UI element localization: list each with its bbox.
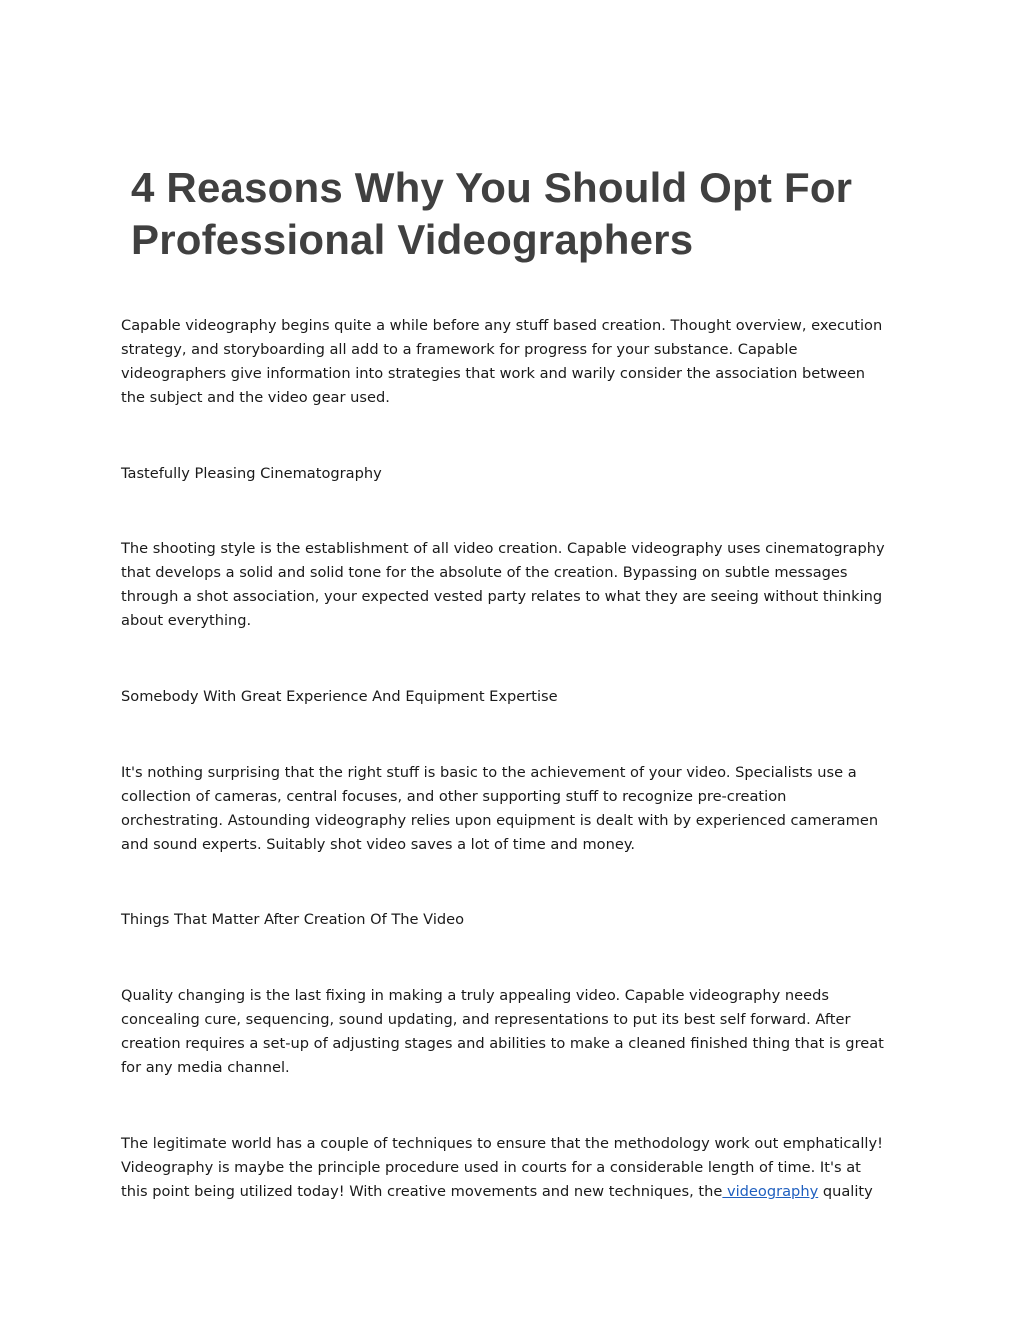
cinematography-paragraph <box>121 537 911 633</box>
paragraph-line: through a shot association, your expected vested party relates to what they are seeing without thinking <box>121 588 883 605</box>
section-heading-cinematography <box>121 462 911 486</box>
paragraph-line-with-link <box>121 1180 911 1204</box>
paragraph-line: that develops a solid and solid tone for the absolute of the creation. Bypassing on subtle messages <box>121 564 848 581</box>
paragraph-line: Quality changing is the last fixing in making a truly appealing video. Capable videography needs <box>121 987 829 1004</box>
paragraph-line: Videography is maybe the principle procedure used in courts for a considerable length of time. It's at <box>121 1159 861 1176</box>
section-heading-experience <box>121 685 911 709</box>
paragraph-line: Capable videography begins quite a while before any stuff based creation. Thought overview, execution <box>121 317 883 334</box>
paragraph-line: concealing cure, sequencing, sound updating, and representations to put its best self forward. After <box>121 1011 851 1028</box>
videography-link[interactable]: videography <box>722 1183 819 1200</box>
title-line: Professional Videographers <box>131 216 694 263</box>
text-after-link: quality <box>818 1183 873 1200</box>
heading-text: Tastefully Pleasing Cinematography <box>121 465 382 482</box>
paragraph-line: collection of cameras, central focuses, and other supporting stuff to recognize pre-creation <box>121 788 787 805</box>
section-heading-post-production <box>121 908 911 932</box>
text-before-link: this point being utilized today! With creative movements and new techniques, the <box>121 1183 723 1200</box>
paragraph-line: The shooting style is the establishment of all video creation. Capable videography uses cinematography <box>121 540 885 557</box>
paragraph-line: strategy, and storyboarding all add to a framework for progress for your substance. Capable <box>121 341 798 358</box>
legal-world-paragraph <box>121 1132 911 1204</box>
paragraph-line: It's nothing surprising that the right stuff is basic to the achievement of your video. Specialists use a <box>121 764 857 781</box>
heading-text: Things That Matter After Creation Of The Video <box>121 911 465 928</box>
paragraph-line: videographers give information into strategies that work and warily consider the association between <box>121 365 866 382</box>
paragraph-line: orchestrating. Astounding videography relies upon equipment is dealt with by experienced cameramen <box>121 812 879 829</box>
paragraph-line: for any media channel. <box>121 1059 290 1076</box>
post-production-paragraph <box>121 984 911 1080</box>
paragraph-line: creation requires a set-up of adjusting stages and abilities to make a cleaned finished thing that is great <box>121 1035 884 1052</box>
paragraph-line: and sound experts. Suitably shot video saves a lot of time and money. <box>121 836 636 853</box>
intro-paragraph <box>121 314 911 410</box>
paragraph-line: The legitimate world has a couple of techniques to ensure that the methodology work out emphatically! <box>121 1135 883 1152</box>
paragraph-line: about everything. <box>121 612 252 629</box>
experience-paragraph <box>121 761 911 857</box>
paragraph-line: the subject and the video gear used. <box>121 389 390 406</box>
document-title <box>131 162 951 266</box>
heading-text: Somebody With Great Experience And Equipment Expertise <box>121 688 558 705</box>
title-line: 4 Reasons Why You Should Opt For <box>131 164 853 211</box>
